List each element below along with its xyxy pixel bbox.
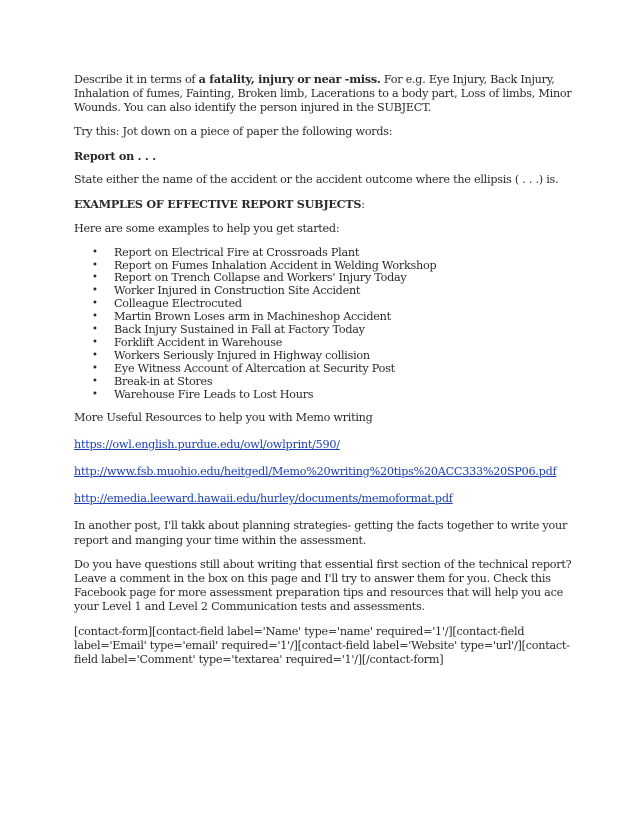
list-item-text: Martin Brown Loses arm in Machineshop Accident: [114, 310, 391, 324]
list-item-text: Colleague Electrocuted: [114, 297, 242, 311]
examples-intro-paragraph: Here are some examples to help you get started:: [74, 222, 340, 236]
bullet-icon: •: [92, 259, 98, 271]
bullet-icon: •: [92, 362, 98, 374]
bullet-icon: •: [92, 285, 98, 297]
bullet-icon: •: [92, 388, 98, 400]
link-paragraph-muohio: [74, 465, 574, 479]
hawaii-memo-format-link[interactable]: http://emedia.leeward.hawaii.edu/hurley/documents/memoformat.pdf: [74, 492, 453, 506]
resources-heading: More Useful Resources to help you with Memo writing: [74, 410, 373, 424]
muohio-memo-tips-link[interactable]: http://www.fsb.muohio.edu/heitgedl/Memo%20writing%20tips%20ACC333%20SP06.pdf: [74, 464, 557, 478]
bullet-icon: •: [92, 375, 98, 387]
list-item-text: Workers Seriously Injured in Highway collision: [114, 348, 370, 362]
state-either-paragraph: State either the name of the accident or the accident outcome where the ellipsis ( . . .) is.: [74, 173, 559, 187]
bullet-icon: •: [92, 349, 98, 361]
report-on-heading: Report on . . .: [74, 148, 156, 163]
examples-heading: [74, 197, 574, 212]
contact-form-shortcode: [contact-form][contact-field label='Name' type='name' required='1'/][contact-field label='Email' type='email' required='1'/][contact-field label='Website' type='url'/][contact-field label='Comment' type='textarea' required='1'/][/contact-form]: [74, 624, 570, 666]
bullet-icon: •: [92, 336, 98, 348]
try-this-paragraph: Try this: Jot down on a piece of paper the following words:: [74, 124, 393, 138]
list-item-text: Report on Fumes Inhalation Accident in Welding Workshop: [114, 258, 437, 272]
examples-heading-colon: :: [361, 198, 365, 212]
intro-text-1: Describe it in terms of: [74, 73, 199, 86]
bullet-icon: •: [92, 324, 98, 336]
list-item-text: Worker Injured in Construction Site Accident: [114, 284, 361, 298]
examples-heading-text: EXAMPLES OF EFFECTIVE REPORT SUBJECTS: [74, 197, 362, 212]
list-item-text: Report on Trench Collapse and Workers' Injury Today: [114, 271, 407, 285]
questions-paragraph: Do you have questions still about writing that essential first section of the technical report? Leave a comment in the box on this page and I'll try to answer them for you. Check this Facebook page for more assessment preparation tips and resources that will help you ace your Level 1 and Level 2 Communication tests and assessments.: [74, 557, 572, 614]
link-paragraph-purdue: [74, 438, 574, 452]
intro-bold-text: a fatality, injury or near -miss.: [198, 72, 381, 86]
list-item-text: Warehouse Fire Leads to Lost Hours: [114, 387, 314, 401]
bullet-icon: •: [92, 246, 98, 258]
list-item-text: Back Injury Sustained in Fall at Factory Today: [114, 323, 365, 337]
intro-text-2: For e.g. Eye Injury, Back Injury, Inhalation of fumes, Fainting, Broken limb, Lacerations to a body part, Loss of limbs, Minor Wounds. You can also identify the person injured in the SUBJECT.: [74, 73, 572, 115]
another-post-paragraph: In another post, I'll takk about planning strategies- getting the facts together to write your report and manging your time within the assessment.: [74, 519, 568, 547]
bullet-icon: •: [92, 311, 98, 323]
list-item-text: Break-in at Stores: [114, 374, 213, 388]
bullet-icon: •: [92, 272, 98, 284]
purdue-owl-link[interactable]: https://owl.english.purdue.edu/owl/owlprint/590/: [74, 437, 340, 451]
list-item-text: Forklift Accident in Warehouse: [114, 335, 283, 349]
examples-list: [74, 247, 574, 402]
list-item-text: Eye Witness Account of Altercation at Security Post: [114, 361, 395, 375]
link-paragraph-hawaii: [74, 492, 574, 506]
list-item: [74, 389, 574, 402]
intro-paragraph: [74, 72, 574, 116]
bullet-icon: •: [92, 298, 98, 310]
list-item-text: Report on Electrical Fire at Crossroads Plant: [114, 245, 360, 259]
document-page: [74, 72, 574, 677]
